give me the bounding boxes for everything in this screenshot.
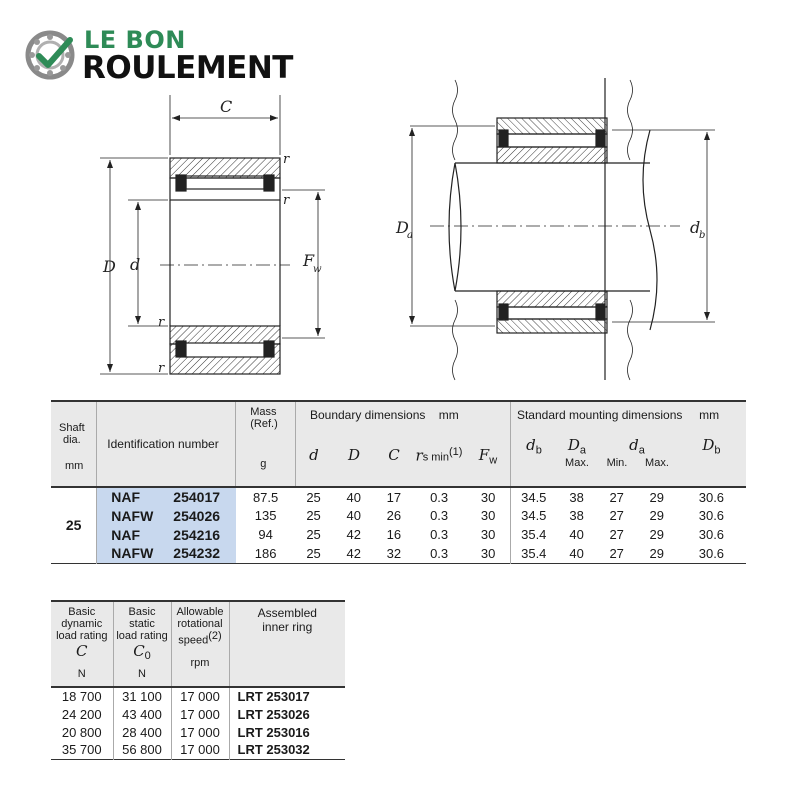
cell-damax: 29: [649, 508, 664, 523]
cell-Da: 40: [569, 545, 584, 561]
cell-D: 40: [346, 489, 361, 505]
cell-C: 16: [386, 527, 402, 542]
table-row: NAFW 254026: [97, 506, 236, 525]
cell-d: 25: [306, 545, 321, 561]
cell-D: 42: [346, 545, 361, 561]
inner-ring-header: Assembled inner ring: [257, 606, 317, 634]
cell-D: 40: [346, 508, 361, 523]
cell-C: 32: [386, 545, 402, 561]
cell-damax: 29: [649, 545, 664, 561]
label-r4: r: [158, 361, 165, 376]
cell-Fw: 30: [466, 487, 510, 506]
cell-ring: LRT 253026: [237, 706, 310, 722]
cell-mass: 94: [258, 527, 273, 542]
cell-C: 17: [386, 489, 402, 505]
cell-db: 35.4: [521, 527, 547, 542]
cell-damax: 29: [649, 527, 664, 542]
table-row: NAF 254017: [97, 487, 236, 506]
label-D: D: [103, 257, 116, 276]
cell-damin: 27: [609, 489, 624, 505]
cell-ring: LRT 253032: [237, 742, 310, 758]
label-d: d: [130, 255, 141, 274]
table-row: NAF 254216: [97, 525, 236, 544]
static-header: Basic static load rating $C_0$ N: [113, 601, 171, 687]
cell-static: 28 400: [113, 723, 171, 741]
label-db-sub: b: [699, 230, 706, 241]
cell-Db: 30.6: [698, 489, 725, 505]
cell-Da: 40: [569, 527, 584, 542]
dynamic-header: Basic dynamic load rating C N: [51, 601, 113, 687]
cell-Da: 38: [569, 489, 584, 505]
label-Fw-sub: w: [313, 264, 322, 275]
cell-static: 56 800: [113, 741, 171, 759]
cell-rs: 0.3: [430, 527, 449, 542]
cell-db: 34.5: [521, 489, 547, 505]
cell-damax: 29: [649, 489, 664, 505]
cell-Fw: 30: [466, 506, 510, 525]
standard-header: Standard mounting dimensions mm $d_b$ $D_a$ Max. $d_a$ Min. Max. $D_b$: [516, 408, 721, 469]
cell-speed: 17 000: [171, 723, 229, 741]
cell-Fw: 30: [466, 525, 510, 544]
cell-damin: 27: [609, 527, 624, 542]
label-Da-sub: a: [407, 230, 413, 241]
cell-dynamic: 35 700: [51, 741, 113, 759]
load-rating-table: [51, 600, 345, 760]
label-r3: r: [158, 315, 165, 330]
cell-D: 42: [346, 527, 361, 542]
label-r2: r: [283, 193, 290, 208]
brand-line1: LE BON: [84, 26, 186, 54]
cell-Db: 30.6: [698, 545, 725, 561]
dimension-table: [51, 400, 746, 564]
cell-Fw: 30: [466, 544, 510, 563]
cell-Db: 30.6: [698, 527, 725, 542]
cell-db: 35.4: [521, 545, 547, 561]
label-r1: r: [283, 152, 290, 167]
brand-line2: ROULEMENT: [82, 50, 293, 86]
table-row: NAFW 254232: [97, 544, 236, 563]
cell-static: 31 100: [113, 687, 171, 705]
cell-ring: LRT 253016: [237, 724, 310, 740]
cell-d: 25: [306, 527, 321, 542]
cell-damin: 27: [609, 545, 624, 561]
cell-rs: 0.3: [430, 489, 449, 505]
cell-d: 25: [306, 508, 321, 523]
cell-speed: 17 000: [171, 741, 229, 759]
cell-dynamic: 20 800: [51, 723, 113, 741]
cell-mass: 186: [254, 545, 277, 561]
cell-rs: 0.3: [430, 508, 449, 523]
mass-header: Mass (Ref.) g: [236, 401, 296, 487]
cell-rs: 0.3: [430, 545, 449, 561]
cell-mass: 135: [254, 508, 277, 523]
cell-Da: 38: [569, 508, 584, 523]
label-db: d: [690, 218, 701, 237]
cell-Db: 30.6: [698, 508, 725, 523]
cell-C: 26: [386, 508, 402, 523]
label-Fw: F: [303, 251, 315, 270]
cell-ring: LRT 253017: [237, 689, 310, 704]
cell-speed: 17 000: [171, 705, 229, 723]
label-C: C: [220, 97, 233, 116]
shaft-header: Shaft dia. mm: [51, 401, 97, 487]
speed-header: Allowable rotational speed$^{(2)}$ rpm: [171, 601, 229, 687]
cell-dynamic: 18 700: [51, 687, 113, 705]
cell-d: 25: [306, 489, 321, 505]
cell-speed: 17 000: [171, 687, 229, 705]
cell-db: 34.5: [521, 508, 547, 523]
label-Da: D: [396, 218, 409, 237]
cell-dynamic: 24 200: [51, 705, 113, 723]
cell-mass: 87.5: [252, 489, 279, 505]
cell-static: 43 400: [113, 705, 171, 723]
cell-damin: 27: [609, 508, 624, 523]
ident-header: Identification number: [97, 401, 236, 487]
shaft-value: 25: [51, 487, 97, 563]
boundary-header: Boundary dimensions mm d D C rs $\min^{(1)}$ $F_w$: [295, 401, 510, 487]
